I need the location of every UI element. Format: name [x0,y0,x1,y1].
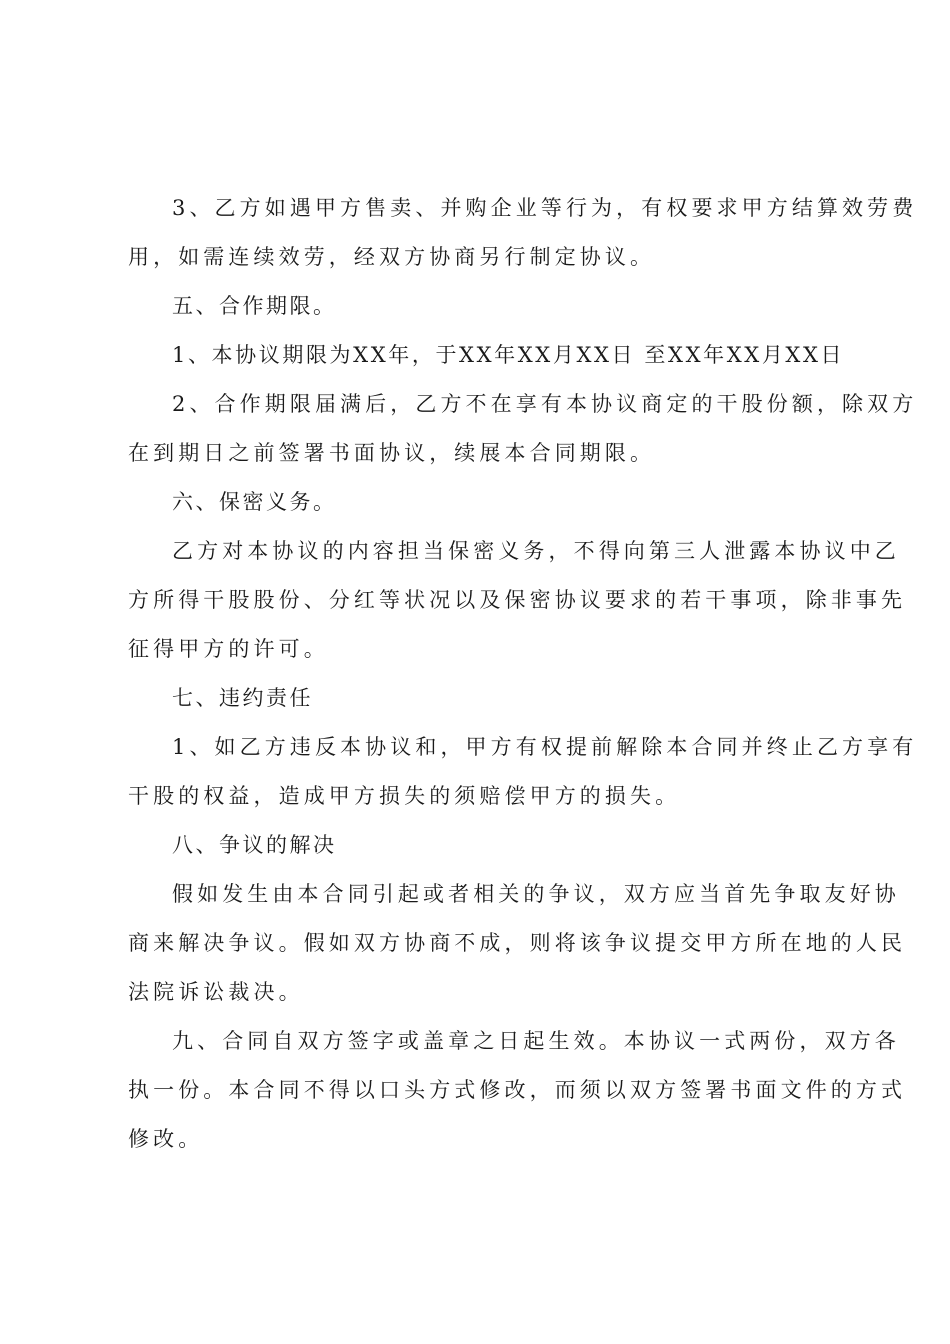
section-8-body-line-2: 商来解决争议。假如双方协商不成，则将该争议提交甲方所在地的人民 [128,931,907,955]
clause-7-1-line-1: 1、如乙方违反本协议和，甲方有权提前解除本合同并终止乙方享有 [172,735,918,759]
clause-5-2-line-2: 在到期日之前签署书面协议，续展本合同期限。 [128,441,656,465]
section-6-body-line-2: 方所得干股股份、分红等状况以及保密协议要求的若干事项，除非事先 [128,588,907,612]
section-9-line-1: 九、合同自双方签字或盖章之日起生效。本协议一式两份，双方各 [172,1029,900,1053]
clause-5-2-line-1: 2、合作期限届满后，乙方不在享有本协议商定的干股份额，除双方 [172,392,918,416]
clause-7-1-line-2: 干股的权益，造成甲方损失的须赔偿甲方的损失。 [128,784,681,808]
clause-4-3-line-2: 用，如需连续效劳，经双方协商另行制定协议。 [128,245,656,269]
section-6-body-line-1: 乙方对本协议的内容担当保密义务，不得向第三人泄露本协议中乙 [172,539,900,563]
section-9-line-2: 执一份。本合同不得以口头方式修改，而须以双方签署书面文件的方式 [128,1078,907,1102]
section-7-heading: 七、违约责任 [172,686,313,710]
section-6-body-line-3: 征得甲方的许可。 [128,637,329,661]
clause-4-3-line-1: 3、乙方如遇甲方售卖、并购企业等行为，有权要求甲方结算效劳费 [172,196,918,220]
section-8-heading: 八、争议的解决 [172,833,337,857]
section-8-body-line-1: 假如发生由本合同引起或者相关的争议，双方应当首先争取友好协 [172,882,900,906]
section-9-line-3: 修改。 [128,1127,204,1151]
section-8-body-line-3: 法院诉讼裁决。 [128,980,304,1004]
section-5-heading: 五、合作期限。 [172,294,337,318]
clause-5-1-line-1: 1、本协议期限为XX年，于XX年XX月XX日 至XX年XX月XX日 [172,343,845,367]
section-6-heading: 六、保密义务。 [172,490,337,514]
